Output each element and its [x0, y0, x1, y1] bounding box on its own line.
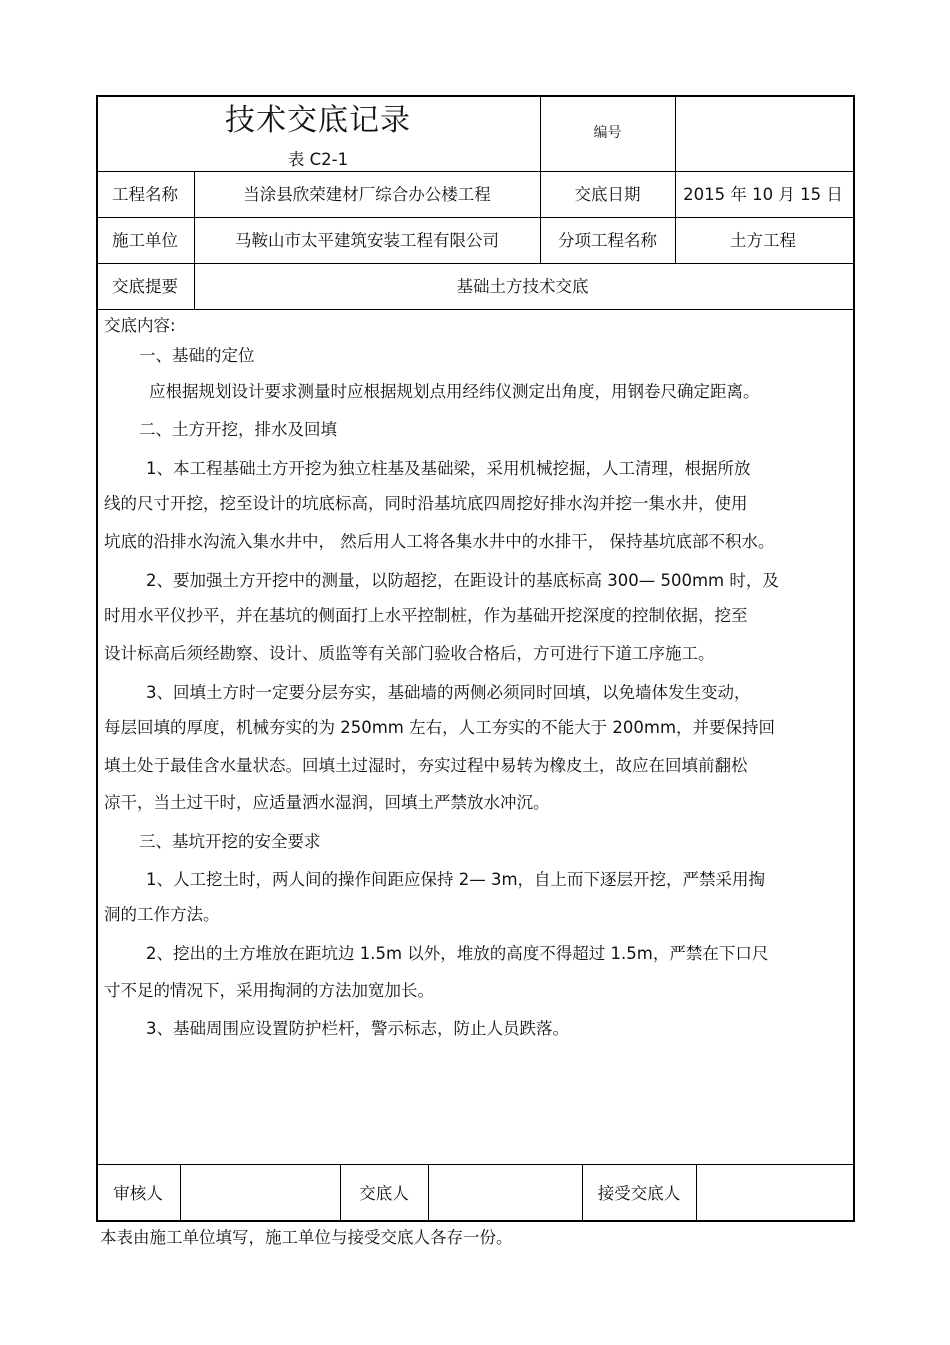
content-line: 3、回填土方时一定要分层夯实，基础墙的两侧必须同时回填，以免墙体发生变动，: [146, 683, 751, 702]
summary: 基础土方技术交底: [456, 277, 589, 296]
contractor: 马鞍山市太平建筑安装工程有限公司: [235, 231, 499, 250]
subproject: 土方工程: [730, 231, 796, 250]
date-label: 交底日期: [574, 185, 641, 204]
content-line: 二、土方开挖，排水及回填: [139, 420, 337, 439]
content-heading: 交底内容:: [104, 316, 176, 335]
content-line: 一、基础的定位: [139, 346, 255, 365]
column-divider: [180, 1164, 181, 1220]
content-line: 寸不足的情况下，采用掏洞的方法加宽加长。: [104, 981, 434, 1000]
form-number: 表 C2-1: [287, 150, 349, 169]
code-label: 编号: [593, 125, 622, 141]
subproject-label: 分项工程名称: [558, 231, 657, 250]
content-line: 1、本工程基础土方开挖为独立柱基及基础梁，采用机械挖掘，人工清理，根据所放: [146, 459, 751, 478]
content-line: 填土处于最佳含水量状态。回填土过湿时，夯实过程中易转为橡皮土，故应在回填前翻松: [104, 756, 748, 775]
column-divider: [428, 1164, 429, 1220]
content-line: 设计标高后须经勘察、设计、质监等有关部门验收合格后，方可进行下道工序施工。: [104, 644, 715, 663]
form-footnote: 本表由施工单位填写，施工单位与接受交底人各存一份。: [100, 1228, 513, 1247]
content-line: 1、人工挖土时，两人间的操作间距应保持 2— 3m，自上而下逐层开挖，严禁采用掏: [146, 870, 766, 889]
summary-label: 交底提要: [112, 277, 178, 296]
row-divider: [96, 217, 853, 218]
discloser-label: 交底人: [359, 1184, 409, 1203]
content-line: 洞的工作方法。: [104, 905, 220, 924]
content-line: 2、要加强土方开挖中的测量，以防超挖，在距设计的基底标高 300— 500mm 时，及: [146, 571, 779, 590]
content-line: 每层回填的厚度，机械夯实的为 250mm 左右，人工夯实的不能大于 200mm，并要保持回: [104, 718, 776, 737]
content-line: 线的尺寸开挖，挖至设计的坑底标高，同时沿基坑底四周挖好排水沟并挖一集水井，使用: [104, 494, 748, 513]
content-line: 3、基础周围应设置防护栏杆，警示标志，防止人员跌落。: [146, 1019, 569, 1038]
content-line: 凉干，当土过干时，应适量洒水湿润，回填土严禁放水冲沉。: [104, 793, 550, 812]
row-divider: [96, 309, 853, 310]
content-line: 时用水平仪抄平，并在基坑的侧面打上水平控制桩，作为基础开挖深度的控制依据，挖至: [104, 606, 748, 625]
content-line: 2、挖出的土方堆放在距坑边 1.5m 以外，堆放的高度不得超过 1.5m，严禁在下口尺: [146, 944, 769, 963]
project-name: 当涂县欣荣建材厂综合办公楼工程: [243, 185, 491, 204]
project-name-label: 工程名称: [112, 185, 178, 204]
content-line: 坑底的沿排水沟流入集水井中， 然后用人工将各集水井中的水排干， 保持基坑底部不积水。: [104, 532, 775, 551]
reviewer-label: 审核人: [113, 1184, 163, 1203]
content-line: 应根据规划设计要求测量时应根据规划点用经纬仪测定出角度，用钢卷尺确定距离。: [149, 382, 760, 401]
form-title: 技术交底记录: [225, 103, 411, 138]
row-divider: [96, 171, 853, 172]
row-divider: [96, 263, 853, 264]
receiver-label: 接受交底人: [597, 1184, 681, 1203]
contractor-label: 施工单位: [112, 231, 178, 250]
content-line: 三、基坑开挖的安全要求: [139, 832, 321, 851]
column-divider: [696, 1164, 697, 1220]
row-divider: [96, 1164, 853, 1165]
disclosure-form: [96, 95, 854, 1221]
disclosure-date: 2015 年 10 月 15 日: [683, 185, 843, 204]
